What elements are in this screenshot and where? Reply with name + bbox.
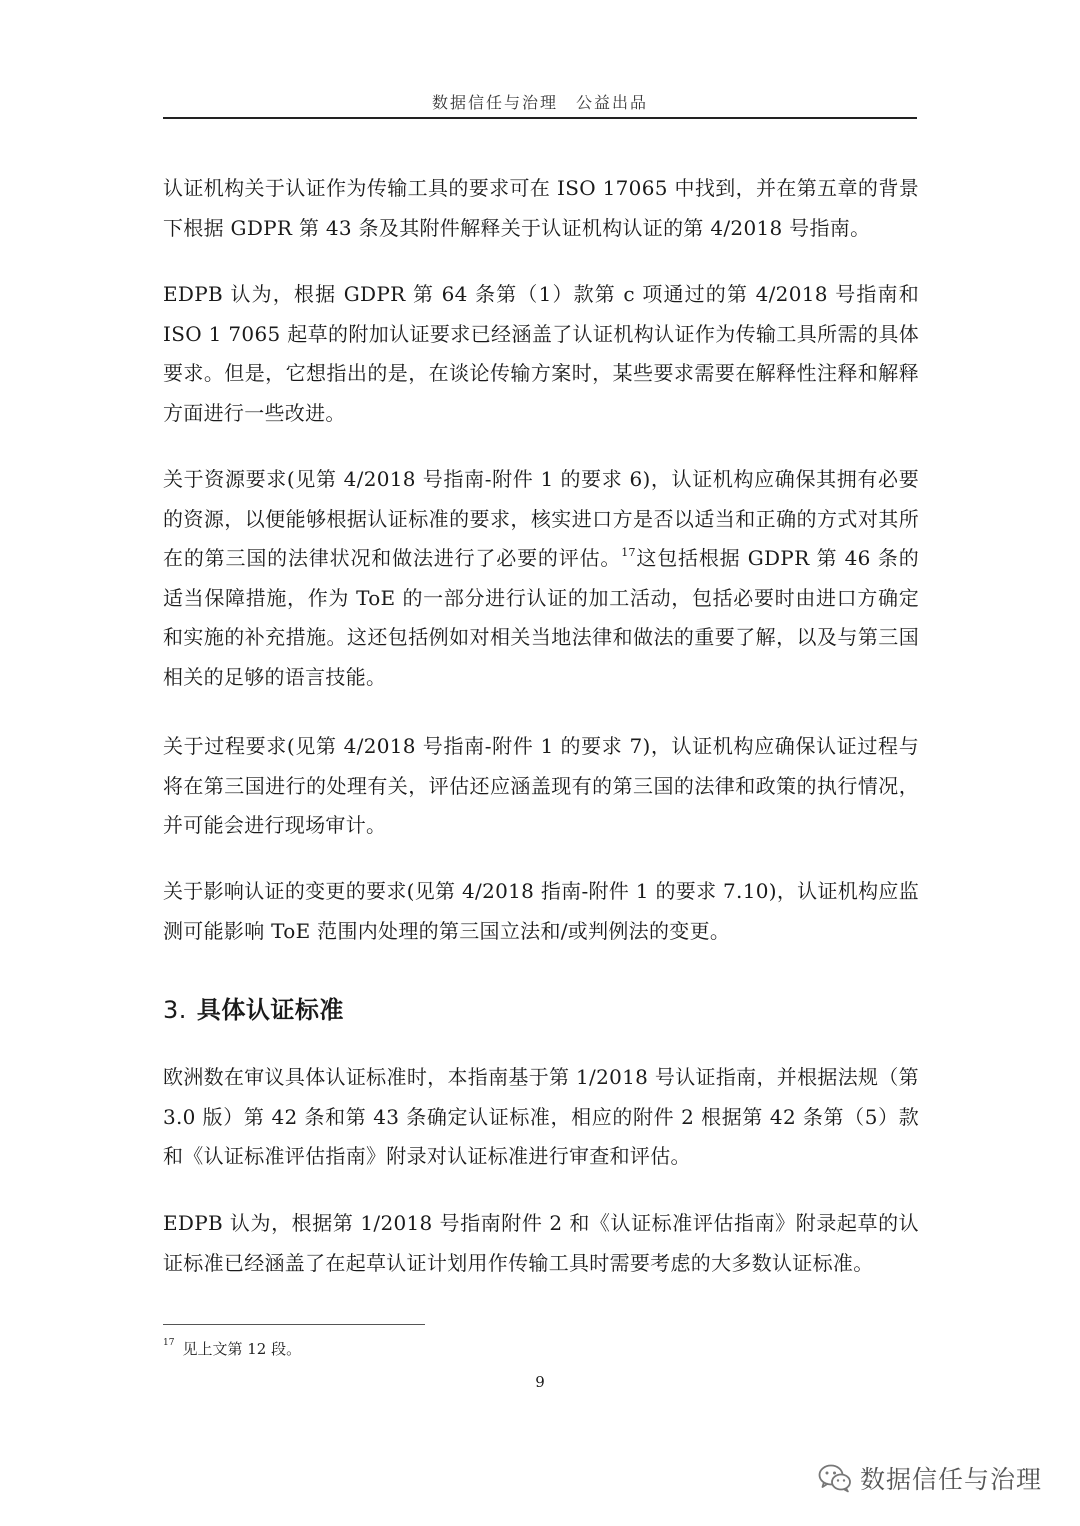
footnote-rule xyxy=(163,1324,425,1325)
paragraph-1 xyxy=(163,169,919,248)
wechat-icon xyxy=(818,1463,852,1493)
paragraph-6-text: 欧洲数在审议具体认证标准时，本指南基于第 1/2018 号认证指南，并根据法规（第 3.0 版）第 42 条和第 43 条确定认证标准，相应的附件 2 根据第 42 条第（5）款和《认证标准评估指南》附录对认证标准进行审查和评估。 xyxy=(163,1065,919,1168)
section-heading xyxy=(163,990,344,1025)
page-number: 9 xyxy=(535,1373,545,1391)
paragraph-7-text: EDPB 认为，根据第 1/2018 号指南附件 2 和《认证标准评估指南》附录起草的认证标准已经涵盖了在起草认证计划用作传输工具时需要考虑的大多数认证标准。 xyxy=(163,1211,919,1275)
watermark xyxy=(818,1456,1042,1500)
paragraph-2 xyxy=(163,275,919,433)
section-number: 3. xyxy=(163,996,187,1024)
footnote xyxy=(163,1338,301,1359)
paragraph-5 xyxy=(163,872,919,951)
paragraph-5-text: 关于影响认证的变更的要求(见第 4/2018 指南-附件 1 的要求 7.10)，认证机构应监测可能影响 ToE 范围内处理的第三国立法和/或判例法的变更。 xyxy=(163,879,919,943)
watermark-text: 数据信任与治理 xyxy=(860,1465,1043,1494)
footnote-text: 见上文第 12 段。 xyxy=(182,1340,302,1358)
footnote-ref-17[interactable]: 17 xyxy=(621,546,636,559)
footnote-number: 17 xyxy=(163,1338,175,1348)
paragraph-2-text: EDPB 认为，根据 GDPR 第 64 条第（1）款第 c 项通过的第 4/2018 号指南和 ISO 1 7065 起草的附加认证要求已经涵盖了认证机构认证作为传输工具所需的具体要求。但是，它想指出的是，在谈论传输方案时，某些要求需要在解释性注释和解释方面进行一些改进。 xyxy=(163,282,919,425)
paragraph-3-text: 关于资源要求(见第 4/2018 号指南-附件 1 的要求 6)，认证机构应确保其拥有必要的资源，以便能够根据认证标准的要求，核实进口方是否以适当和正确的方式对其所在的第三国的法律状况和做法进行了必要的评估。 xyxy=(163,467,919,570)
header-rule xyxy=(163,117,917,119)
paragraph-6 xyxy=(163,1058,919,1177)
paragraph-3 xyxy=(163,460,919,697)
paragraph-4-text: 关于过程要求(见第 4/2018 号指南-附件 1 的要求 7)，认证机构应确保认证过程与将在第三国进行的处理有关，评估还应涵盖现有的第三国的法律和政策的执行情况，并可能会进行现场审计。 xyxy=(163,734,919,837)
paragraph-3-text-cont: 这包括根据 GDPR 第 46 条的适当保障措施，作为 ToE 的一部分进行认证的加工活动，包括必要时由进口方确定和实施的补充措施。这还包括例如对相关当地法律和做法的重要了解，以及与第三国相关的足够的语言技能。 xyxy=(163,546,919,689)
running-header: 数据信任与治理 公益出品 xyxy=(431,93,648,112)
paragraph-4 xyxy=(163,727,919,846)
paragraph-1-text: 认证机构关于认证作为传输工具的要求可在 ISO 17065 中找到，并在第五章的背景下根据 GDPR 第 43 条及其附件解释关于认证机构认证的第 4/2018 号指南。 xyxy=(163,176,919,240)
section-title: 具体认证标准 xyxy=(196,996,344,1024)
paragraph-7 xyxy=(163,1204,919,1283)
